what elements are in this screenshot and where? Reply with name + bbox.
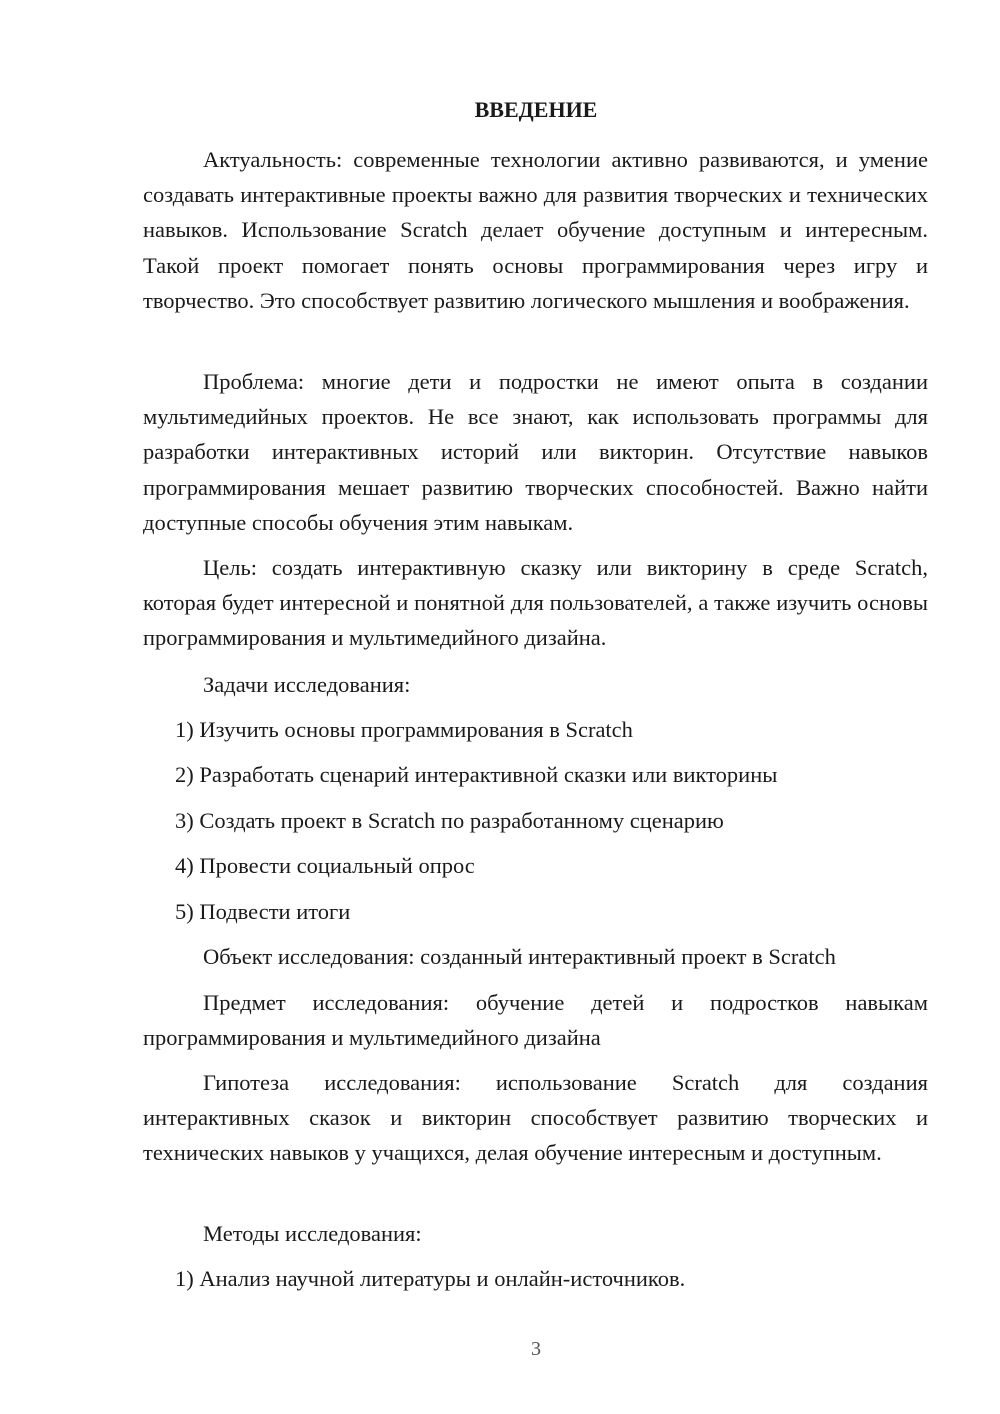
method-item-1: 1) Анализ научной литературы и онлайн-источников. — [175, 1266, 686, 1291]
task-item-3: 3) Создать проект в Scratch по разработанному сценарию — [175, 808, 724, 833]
page-title: ВВЕДЕНИЕ — [474, 97, 598, 122]
page-number: 3 — [531, 1338, 541, 1360]
goal-paragraph: Цель: создать интерактивную сказку или викторину в среде Scratch, которая будет интересной и понятной для пользователей, а также изучить основы программирования и мультимедийного дизайна. — [143, 555, 928, 651]
hypothesis-paragraph: Гипотеза исследования: использование Scratch для создания интерактивных сказок и викторин способствует развитию творческих и технических навыков у учащихся, делая обучение интересным и доступным. — [143, 1070, 928, 1166]
task-item-4: 4) Провести социальный опрос — [175, 853, 475, 878]
task-item-1: 1) Изучить основы программирования в Scratch — [175, 717, 633, 742]
subject-paragraph: Предмет исследования: обучение детей и подростков навыкам программирования и мультимедийного дизайна — [143, 990, 928, 1051]
task-item-5: 5) Подвести итоги — [175, 899, 351, 924]
tasks-heading: Задачи исследования: — [203, 672, 411, 697]
problem-paragraph: Проблема: многие дети и подростки не имеют опыта в создании мультимедийных проектов. Не все знают, как использовать программы для разработки интерактивных историй или викторин. Отсутствие навыков программирования мешает развитию творческих способностей. Важно найти доступные способы обучения этим навыкам. — [143, 369, 928, 535]
object-paragraph: Объект исследования: созданный интерактивный проект в Scratch — [203, 944, 836, 969]
methods-heading: Методы исследования: — [203, 1221, 422, 1246]
task-item-2: 2) Разработать сценарий интерактивной сказки или викторины — [175, 762, 778, 787]
relevance-paragraph: Актуальность: современные технологии активно развиваются, и умение создавать интерактивные проекты важно для развития творческих и технических навыков. Использование Scratch делает обучение доступным и интересным. Такой проект помогает понять основы программирования через игру и творчество. Это способствует развитию логического мышления и воображения. — [143, 147, 928, 313]
